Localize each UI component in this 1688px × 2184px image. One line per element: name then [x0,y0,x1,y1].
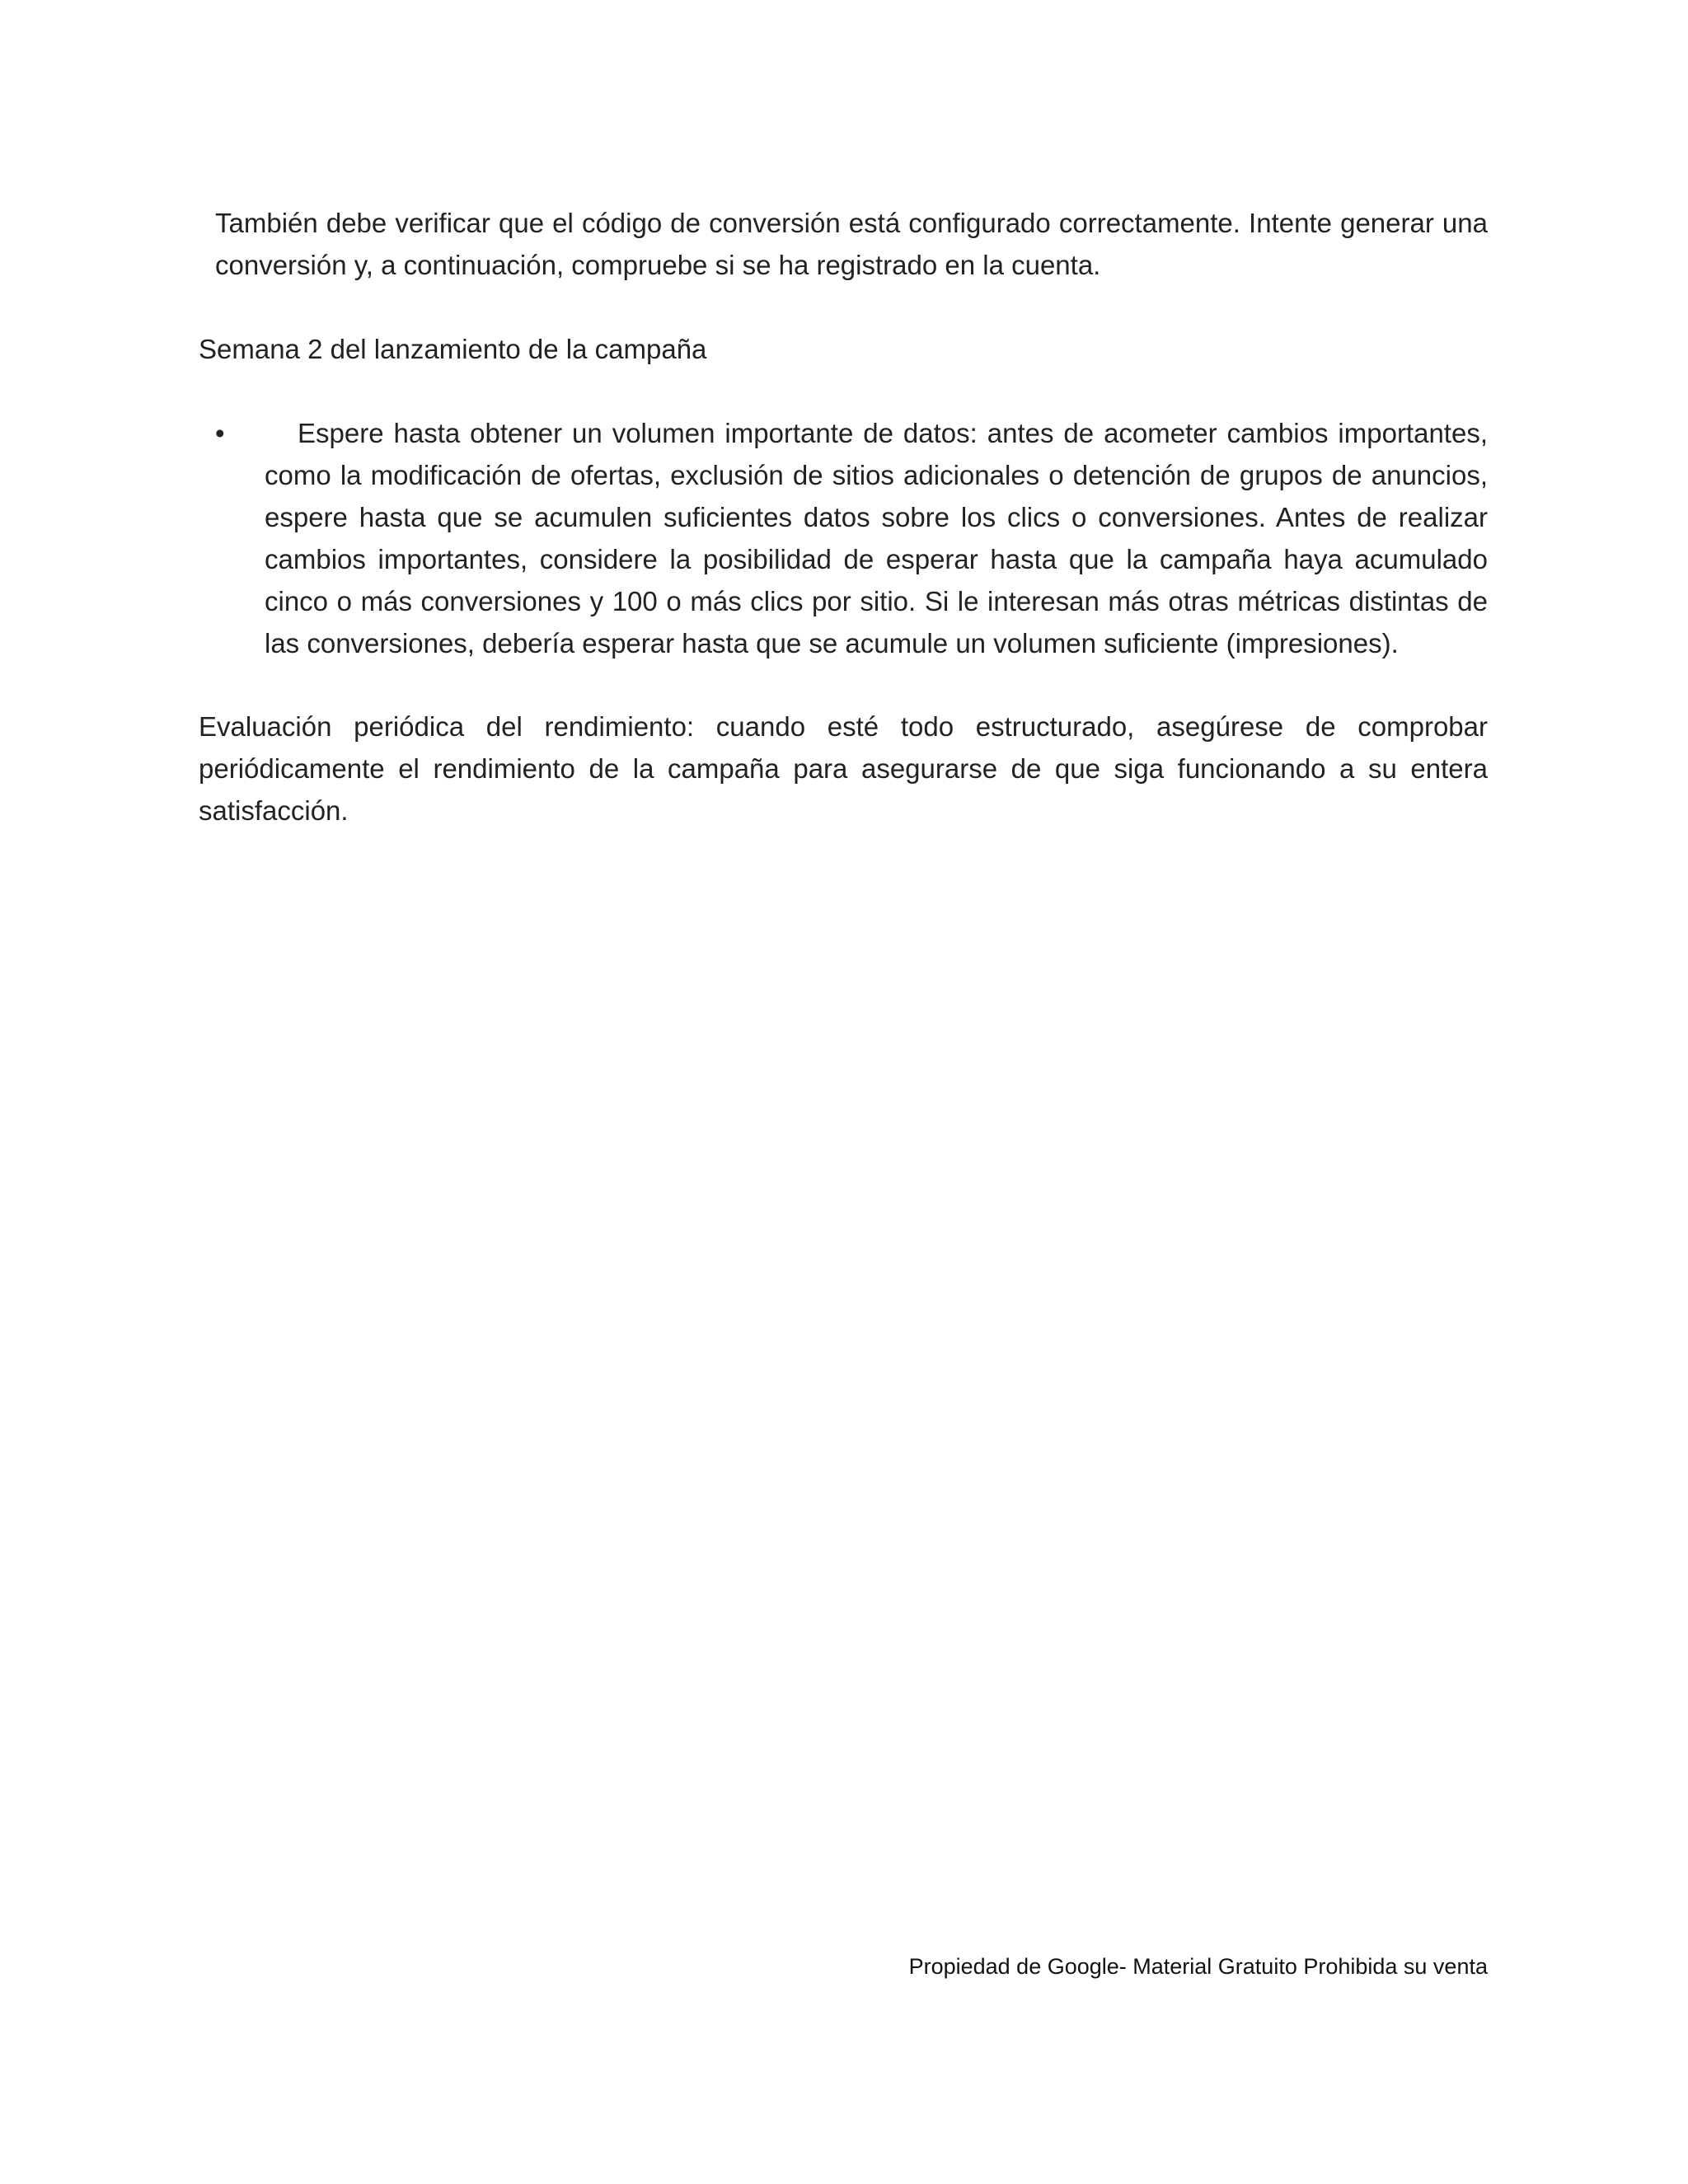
paragraph-periodic-evaluation: Evaluación periódica del rendimiento: cuando esté todo estructurado, asegúrese de comprobar periódicamente el rendimiento de la campaña para asegurarse de que siga funcionando a su entera satisfacción. [199,711,1488,826]
section-heading-week-2: Semana 2 del lanzamiento de la campaña [199,334,707,364]
bullet-list [199,412,1488,664]
paragraph-verify-conversion-code: También debe verificar que el código de conversión está configurado correctamente. Intente generar una conversión y, a continuación, compruebe si se ha registrado en la cuenta. [215,208,1488,280]
list-item [199,412,1488,664]
bullet-text: Espere hasta obtener un volumen importante de datos: antes de acometer cambios importantes, como la modificación de ofertas, exclusión de sitios adicionales o detención de grupos de anuncios, espere hasta que se acumulen suficientes datos sobre los clics o conversiones. Antes de realizar cambios importantes, considere la posibilidad de esperar hasta que la campaña haya acumulado cinco o más conversiones y 100 o más clics por sitio. Si le interesan más otras métricas distintas de las conversiones, debería esperar hasta que se acumule un volumen suficiente (impresiones). [265,418,1488,658]
page-footer: Propiedad de Google- Material Gratuito Prohibida su venta [908,1954,1488,1979]
bullet-marker: • [215,418,225,448]
